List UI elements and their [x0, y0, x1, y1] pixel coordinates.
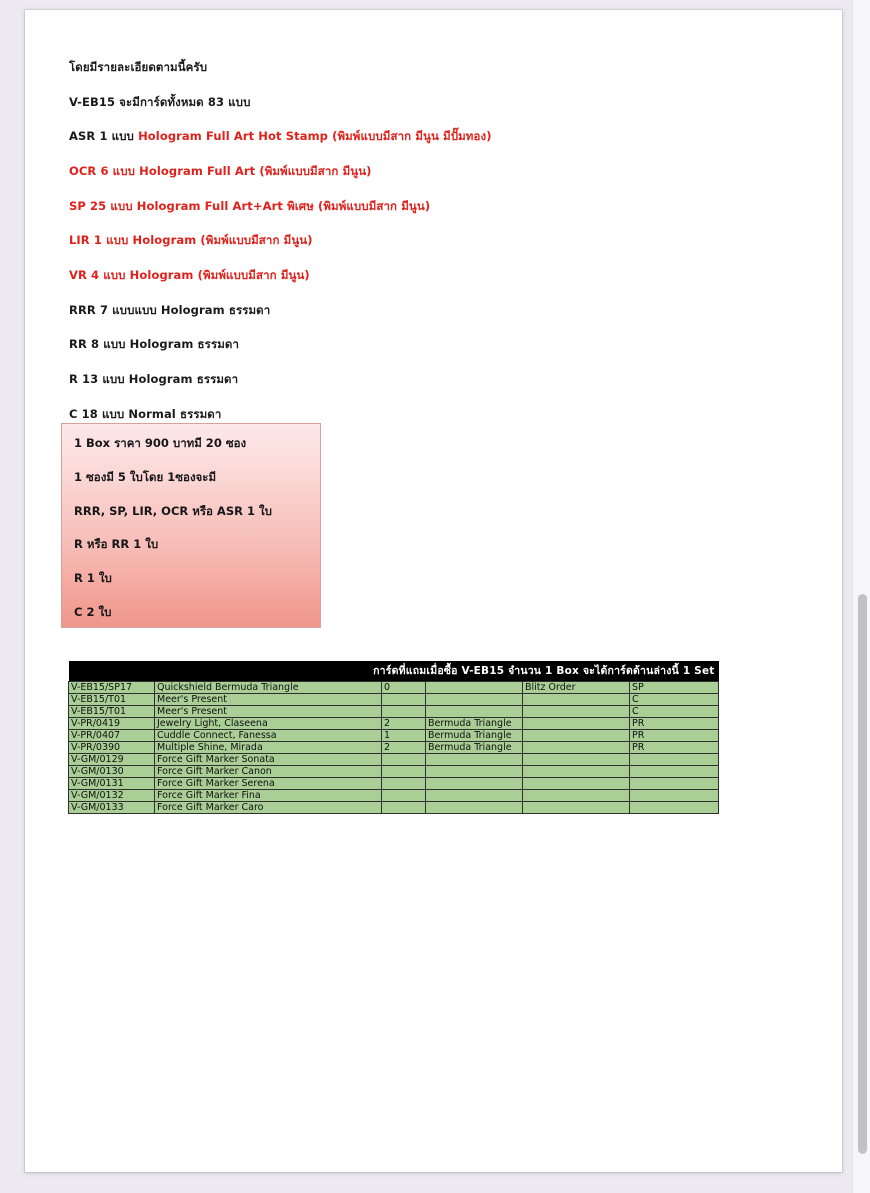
cell-clan	[426, 754, 523, 766]
cell-clan	[426, 694, 523, 706]
cell-name: Quickshield Bermuda Triangle	[155, 682, 382, 694]
cell-skill	[523, 778, 630, 790]
cell-code: V-EB15/SP17	[69, 682, 155, 694]
table-row	[69, 718, 719, 730]
box-price-info-panel	[61, 423, 321, 628]
cell-qty	[382, 694, 426, 706]
text-line-total-types: V-EB15 จะมีการ์ดทั้งหมด 83 แบบ	[69, 94, 251, 109]
table-row	[69, 766, 719, 778]
text-line-rr: RR 8 แบบ Hologram ธรรมดา	[69, 337, 240, 352]
cell-clan	[426, 706, 523, 718]
bonus-card-table	[68, 661, 719, 814]
vertical-scrollbar-thumb[interactable]	[858, 594, 867, 1154]
table-header-title: การ์ดที่แถมเมื่อซื้อ V-EB15 จำนวน 1 Box จะได้การ์ดด้านล่างนี้ 1 Set	[69, 661, 719, 682]
cell-skill	[523, 718, 630, 730]
cell-clan	[426, 682, 523, 694]
promo-line-rare-slot: RRR, SP, LIR, OCR หรือ ASR 1 ใบ	[74, 503, 272, 518]
asr-prefix: ASR 1 แบบ	[69, 129, 139, 144]
cell-skill	[523, 706, 630, 718]
cell-name: Force Gift Marker Canon	[155, 766, 382, 778]
cell-clan	[426, 802, 523, 814]
text-line-ocr: OCR 6 แบบ Hologram Full Art (พิมพ์แบบมีสาก มีนูน)	[69, 164, 372, 179]
cell-qty	[382, 706, 426, 718]
cell-name: Jewelry Light, Claseena	[155, 718, 382, 730]
asr-detail: Hologram Full Art Hot Stamp (พิมพ์แบบมีสาก มีนูน มีปั๊มทอง)	[138, 129, 492, 144]
cell-name: Force Gift Marker Fina	[155, 790, 382, 802]
text-line-sp: SP 25 แบบ Hologram Full Art+Art พิเศษ (พิมพ์แบบมีสาก มีนูน)	[69, 198, 431, 213]
document-page	[25, 10, 842, 1172]
cell-code: V-GM/0129	[69, 754, 155, 766]
cell-code: V-PR/0407	[69, 730, 155, 742]
cell-rarity	[630, 754, 719, 766]
cell-skill	[523, 694, 630, 706]
cell-rarity	[630, 802, 719, 814]
text-line-rrr: RRR 7 แบบแบบ Hologram ธรรมดา	[69, 302, 271, 317]
cell-name: Force Gift Marker Sonata	[155, 754, 382, 766]
cell-rarity: PR	[630, 730, 719, 742]
cell-name: Multiple Shine, Mirada	[155, 742, 382, 754]
table-row	[69, 682, 719, 694]
cell-name: Meer's Present	[155, 694, 382, 706]
cell-skill	[523, 766, 630, 778]
cell-rarity	[630, 778, 719, 790]
cell-code: V-PR/0419	[69, 718, 155, 730]
text-line-vr: VR 4 แบบ Hologram (พิมพ์แบบมีสาก มีนูน)	[69, 268, 310, 283]
vertical-scrollbar-track[interactable]	[852, 0, 870, 1193]
cell-rarity	[630, 790, 719, 802]
cell-name: Meer's Present	[155, 706, 382, 718]
cell-code: V-PR/0390	[69, 742, 155, 754]
promo-line-r-slot: R 1 ใบ	[74, 571, 112, 586]
cell-skill	[523, 802, 630, 814]
cell-code: V-EB15/T01	[69, 706, 155, 718]
table-row	[69, 694, 719, 706]
cell-qty	[382, 778, 426, 790]
cell-code: V-GM/0131	[69, 778, 155, 790]
promo-line-c-slot: C 2 ใบ	[74, 604, 112, 619]
announcement-text-block	[69, 60, 769, 441]
table-row	[69, 754, 719, 766]
cell-qty	[382, 754, 426, 766]
cell-skill	[523, 730, 630, 742]
cell-code: V-GM/0130	[69, 766, 155, 778]
cell-qty: 0	[382, 682, 426, 694]
table-row	[69, 778, 719, 790]
table-row	[69, 742, 719, 754]
text-line-intro: โดยมีรายละเอียดตามนี้ครับ	[69, 60, 208, 74]
cell-clan: Bermuda Triangle	[426, 718, 523, 730]
text-line-lir: LIR 1 แบบ Hologram (พิมพ์แบบมีสาก มีนูน)	[69, 233, 313, 248]
cell-code: V-GM/0132	[69, 790, 155, 802]
cell-qty: 2	[382, 718, 426, 730]
promo-line-price: 1 Box ราคา 900 บาทมี 20 ซอง	[74, 436, 247, 450]
cell-code: V-EB15/T01	[69, 694, 155, 706]
cell-name: Force Gift Marker Caro	[155, 802, 382, 814]
cell-code: V-GM/0133	[69, 802, 155, 814]
cell-clan	[426, 790, 523, 802]
cell-name: Force Gift Marker Serena	[155, 778, 382, 790]
cell-skill	[523, 754, 630, 766]
cell-rarity: C	[630, 706, 719, 718]
table-header-row	[69, 661, 719, 682]
cell-rarity	[630, 766, 719, 778]
cell-clan: Bermuda Triangle	[426, 730, 523, 742]
cell-clan: Bermuda Triangle	[426, 742, 523, 754]
cell-rarity: PR	[630, 742, 719, 754]
table-row	[69, 790, 719, 802]
table-row	[69, 706, 719, 718]
promo-line-r-rr-slot: R หรือ RR 1 ใบ	[74, 537, 159, 552]
text-line-asr	[69, 129, 769, 143]
text-line-r: R 13 แบบ Hologram ธรรมดา	[69, 372, 239, 387]
cell-rarity: PR	[630, 718, 719, 730]
cell-skill: Blitz Order	[523, 682, 630, 694]
cell-rarity: SP	[630, 682, 719, 694]
table-row	[69, 730, 719, 742]
cell-qty	[382, 790, 426, 802]
cell-qty: 2	[382, 742, 426, 754]
cell-skill	[523, 790, 630, 802]
cell-qty	[382, 766, 426, 778]
cell-qty: 1	[382, 730, 426, 742]
table-row	[69, 802, 719, 814]
cell-skill	[523, 742, 630, 754]
promo-line-pack-contents: 1 ซองมี 5 ใบโดย 1ซองจะมี	[74, 469, 217, 484]
cell-name: Cuddle Connect, Fanessa	[155, 730, 382, 742]
text-line-c: C 18 แบบ Normal ธรรมดา	[69, 406, 222, 421]
cell-rarity: C	[630, 694, 719, 706]
cell-clan	[426, 766, 523, 778]
cell-qty	[382, 802, 426, 814]
cell-clan	[426, 778, 523, 790]
